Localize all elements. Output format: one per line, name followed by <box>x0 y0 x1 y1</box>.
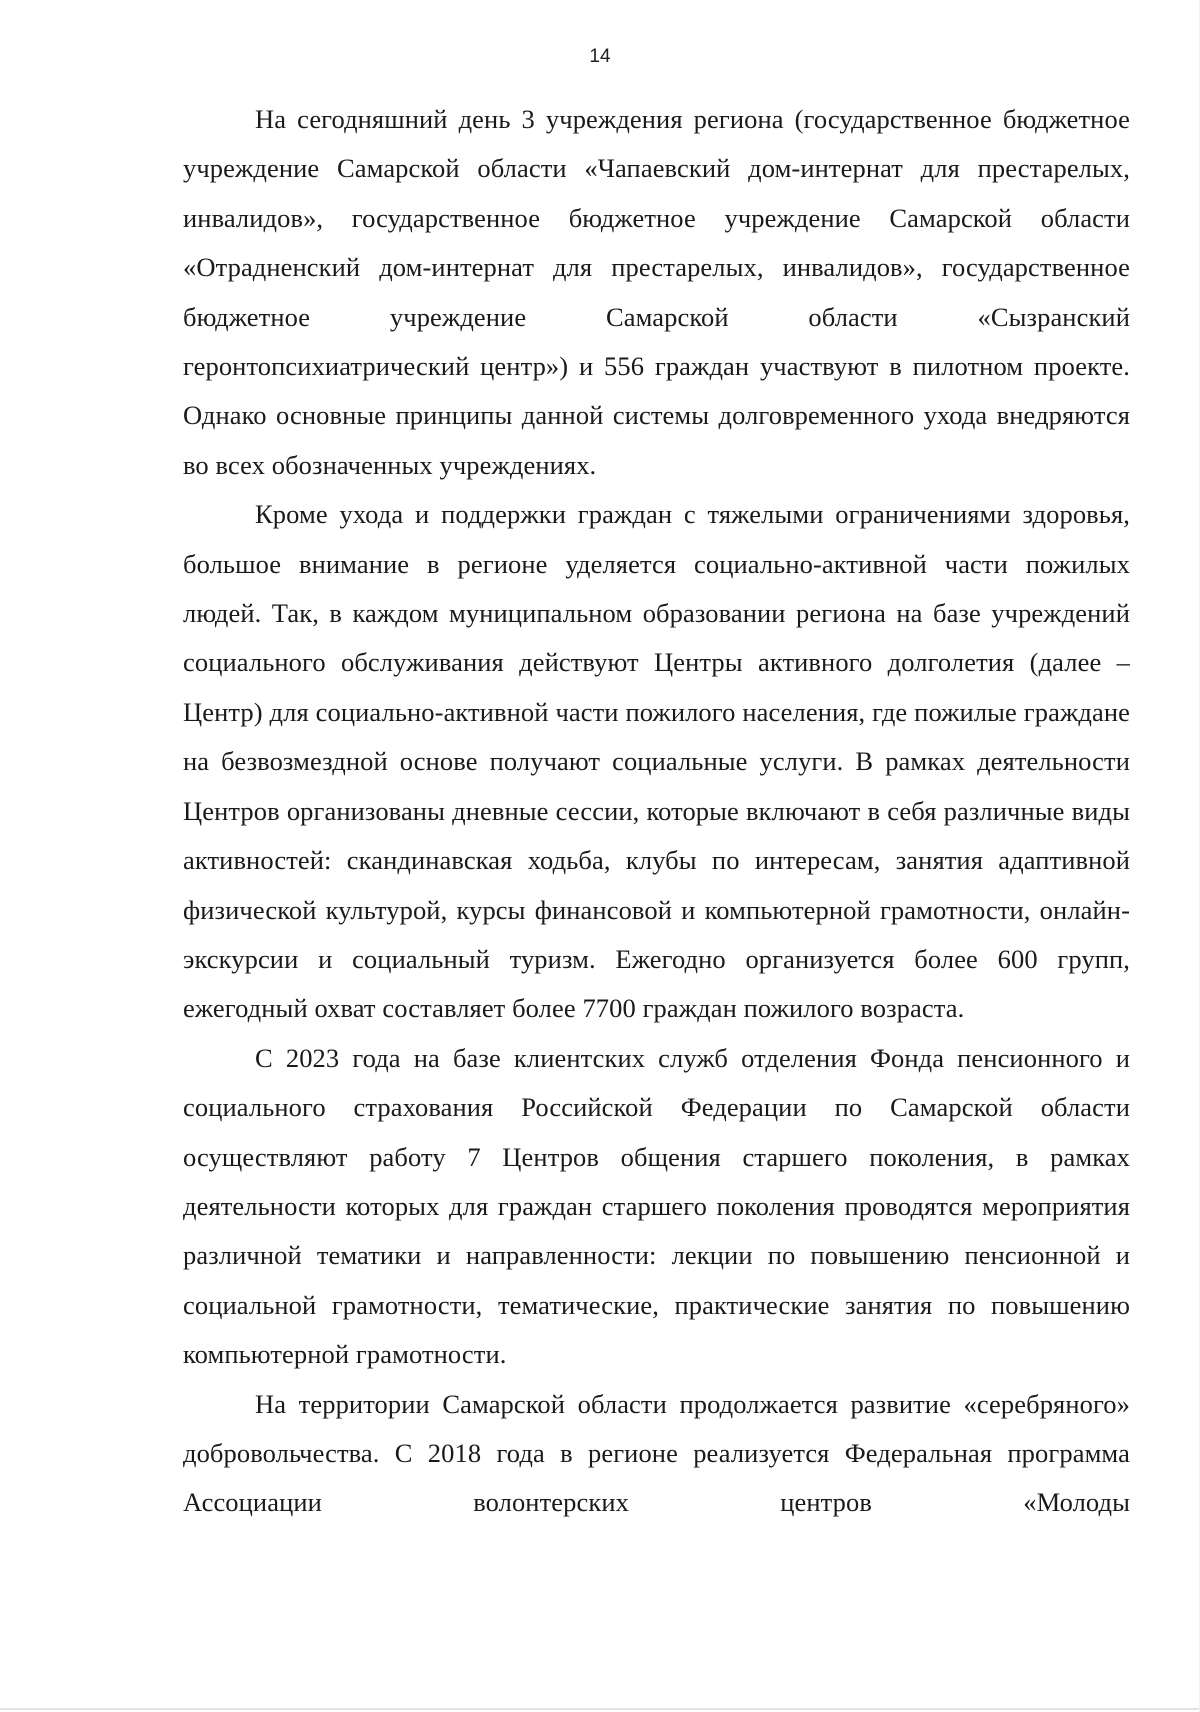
paragraph-active-longevity-centers: Кроме ухода и поддержки граждан с тяжелыми ограничениями здоровья, большое внимание в регионе уделяется социально-активной части пожилых людей. Так, в каждом муниципальном образовании региона на базе учреждений социального обслуживания действуют Центры активного долголетия (далее – Центр) для социально-активной части пожилого населения, где пожилые граждане на безвозмездной основе получают социальные услуги. В рамках деятельности Центров организованы дневные сессии, которые включают в себя различные виды активностей: скандинавская ходьба, клубы по интересам, занятия адаптивной физической культурой, курсы финансовой и компьютерной грамотности, онлайн-экскурсии и социальный туризм. Ежегодно организуется более 600 групп, ежегодный охват составляет более 7700 граждан пожилого возраста. <box>183 499 1130 1024</box>
paragraph-senior-communication-centers: С 2023 года на базе клиентских служб отделения Фонда пенсионного и социального страхования Российской Федерации по Самарской области осуществляют работу 7 Центров общения старшего поколения, в рамках деятельности которых для граждан старшего поколения проводятся мероприятия различной тематики и направленности: лекции по повышению пенсионной и социальной грамотности, тематические, практические занятия по повышению компьютерной грамотности. <box>183 1042 1130 1370</box>
paragraph-pilot-project: На сегодняшний день 3 учреждения региона (государственное бюджетное учреждение Самарской области «Чапаевский дом-интернат для престарелых, инвалидов», государственное бюджетное учреждение Самарской области «Отрадненский дом-интернат для престарелых, инвалидов», государственное бюджетное учреждение Самарской области «Сызранский геронтопсихиатрический центр») и 556 граждан участвуют в пилотном проекте. Однако основные принципы данной системы долговременного ухода внедряются во всех обозначенных учреждениях. <box>183 104 1130 480</box>
paragraph-silver-volunteering: На территории Самарской области продолжается развитие «серебряного» добровольчества. С 2018 года в регионе реализуется Федеральная программа Ассоциации волонтерских центров «Молоды <box>183 1388 1130 1518</box>
page-number: 14 <box>589 46 611 67</box>
document-body <box>183 95 1130 1528</box>
scan-edge-bottom <box>0 1708 1200 1710</box>
